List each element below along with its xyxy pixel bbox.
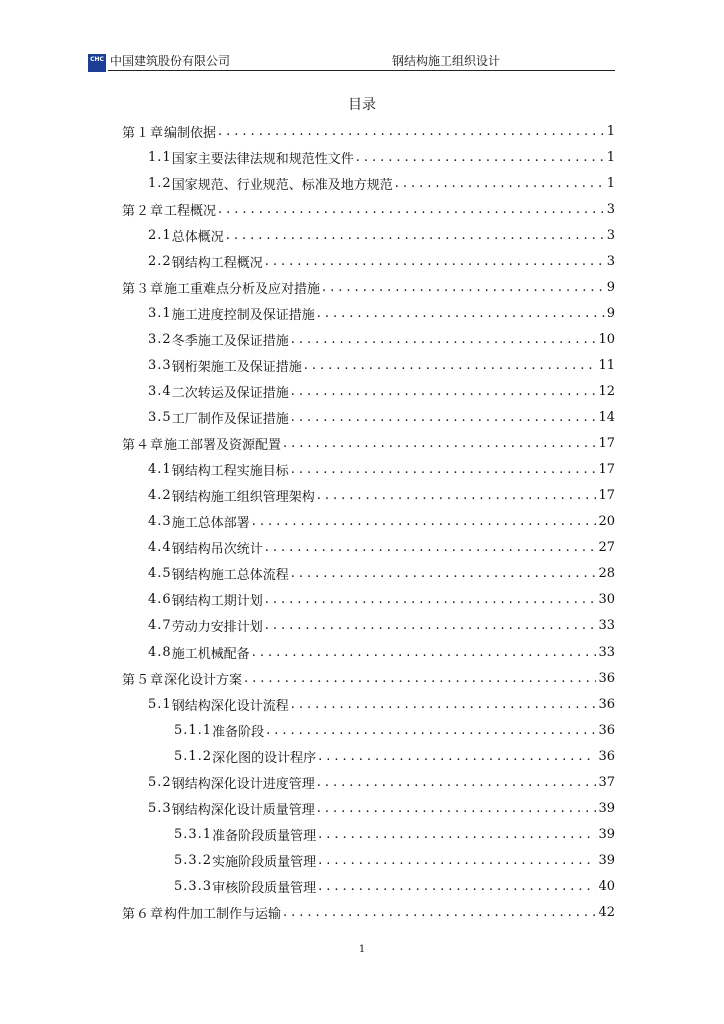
toc-entry-label: 钢桁架施工及保证措施	[171, 359, 302, 375]
toc-entry[interactable]	[122, 665, 615, 691]
toc-entry[interactable]	[148, 248, 615, 274]
toc-entry-label: 施工重难点分析及应对措施	[164, 281, 321, 297]
toc-entry-number: 第３章	[122, 281, 165, 297]
toc-leader-dots	[317, 775, 597, 790]
toc-entry-label: 钢结构深化设计流程	[171, 698, 289, 714]
toc-entry-label: 施工部署及资源配置	[164, 438, 282, 454]
toc-leader-dots	[226, 228, 605, 243]
toc-entry-label: 钢结构工期计划	[171, 594, 263, 610]
toc-entry-label: 工厂制作及保证措施	[171, 412, 289, 428]
toc-entry-number: 5.1.2	[174, 748, 213, 764]
toc-entry[interactable]	[122, 118, 615, 144]
toc-entry-label: 审核阶段质量管理	[212, 880, 317, 896]
toc-entry-page: 27	[598, 540, 615, 556]
toc-entry-label: 编制依据	[164, 125, 217, 141]
toc-entry-label: 构件加工制作与运输	[164, 907, 282, 922]
toc-entry-label: 国家主要法律法规和规范性文件	[171, 151, 354, 167]
toc-leader-dots	[291, 697, 597, 712]
toc-entry[interactable]	[148, 509, 615, 535]
page-number: 1	[358, 944, 366, 955]
toc-entry-number: 第１章	[122, 125, 165, 141]
toc-entry[interactable]	[148, 352, 615, 378]
toc-entry-page: 36	[598, 670, 615, 686]
toc-entry[interactable]	[148, 326, 615, 352]
toc-entry-number: 3.5	[148, 410, 172, 426]
toc-entry-number: 第５章	[122, 672, 165, 688]
toc-entry-label: 深化设计方案	[164, 672, 243, 688]
toc-leader-dots	[252, 514, 597, 529]
toc-entry[interactable]	[174, 847, 615, 873]
toc-entry[interactable]	[122, 196, 615, 222]
toc-entry-label: 总体概况	[171, 229, 224, 245]
toc-leader-dots	[318, 879, 596, 894]
toc-entry[interactable]	[148, 769, 615, 795]
toc-entry-number: 4.6	[148, 592, 172, 608]
toc-entry-number: 4.5	[148, 566, 172, 582]
toc-entry[interactable]	[148, 483, 615, 509]
toc-entry-page: 10	[598, 331, 615, 347]
toc-entry-page: 9	[606, 279, 615, 295]
toc-entry-label: 施工进度控制及保证措施	[171, 307, 315, 323]
toc-entry[interactable]	[148, 300, 615, 326]
toc-entry-label: 深化图的设计程序	[212, 750, 317, 766]
toc-entry-label: 钢结构深化设计进度管理	[171, 776, 315, 792]
toc-leader-dots	[318, 827, 596, 842]
toc-entry[interactable]	[148, 691, 615, 717]
toc-entry-number: 1.2	[148, 175, 172, 191]
toc-entry-number: 5.1	[148, 696, 172, 712]
toc-leader-dots	[218, 202, 605, 217]
toc-entry-page: 36	[598, 748, 615, 764]
toc-leader-dots	[266, 723, 596, 738]
toc-entry-page: 28	[598, 566, 615, 582]
toc-entry[interactable]	[148, 144, 615, 170]
toc-leader-dots	[283, 436, 596, 451]
toc-entry-label: 劳动力安排计划	[171, 620, 263, 636]
toc-entry-number: 3.2	[148, 331, 172, 347]
toc-entry[interactable]	[148, 587, 615, 613]
toc-leader-dots	[265, 618, 597, 633]
toc-leader-dots	[318, 749, 596, 764]
toc-leader-dots	[317, 306, 605, 321]
toc-entry[interactable]	[148, 405, 615, 431]
toc-entry-number: 4.2	[148, 488, 172, 504]
toc-entry-number: 第２章	[122, 203, 165, 219]
toc-leader-dots	[291, 566, 597, 581]
toc-entry-page: 14	[598, 410, 615, 426]
toc-entry[interactable]	[148, 639, 615, 665]
toc-entry-number: 4.4	[148, 540, 172, 556]
toc-entry[interactable]	[174, 821, 615, 847]
toc-leader-dots	[265, 254, 605, 269]
toc-entry[interactable]	[148, 613, 615, 639]
toc-entry-page: 36	[598, 696, 615, 712]
toc-entry-number: 5.1.1	[174, 722, 213, 738]
toc-entry[interactable]	[148, 795, 615, 821]
toc-leader-dots	[252, 645, 597, 660]
toc-entry-number: 3.3	[148, 357, 172, 373]
toc-entry[interactable]	[148, 222, 615, 248]
toc-entry-label: 准备阶段	[212, 724, 265, 740]
toc-entry[interactable]	[174, 743, 615, 769]
toc-leader-dots	[304, 358, 597, 373]
toc-entry-label: 施工总体部署	[171, 516, 250, 532]
toc-leader-dots	[318, 853, 596, 868]
toc-entry-page: 39	[598, 800, 615, 816]
toc-entry-page: 20	[598, 514, 615, 530]
toc-entry[interactable]	[122, 274, 615, 300]
toc-entry-number: 4.1	[148, 462, 172, 478]
toc-leader-dots	[356, 150, 605, 165]
toc-leader-dots	[291, 332, 597, 347]
toc-entry-page: 9	[606, 305, 615, 321]
toc-entry-page: 39	[598, 852, 615, 868]
toc-entry-number: 5.3.1	[174, 826, 213, 842]
toc-entry-label: 实施阶段质量管理	[212, 854, 317, 870]
toc-heading: 目录	[348, 97, 376, 113]
toc-entry-label: 钢结构深化设计质量管理	[171, 802, 315, 818]
toc-leader-dots	[244, 671, 596, 686]
toc-entry[interactable]	[148, 170, 615, 196]
header-divider	[108, 70, 615, 71]
toc-entry-label: 施工机械配备	[171, 646, 250, 662]
toc-leader-dots	[317, 801, 597, 816]
toc-leader-dots	[265, 540, 597, 555]
toc-entry-page: 1	[606, 149, 615, 165]
toc-leader-dots	[291, 410, 597, 425]
toc-entry-page: 17	[598, 462, 615, 478]
toc-entry-number: 第６章	[122, 907, 165, 922]
toc-entry-number: 4.3	[148, 514, 172, 530]
toc-entry-number: 1.1	[148, 149, 172, 165]
toc-entry[interactable]	[174, 873, 615, 899]
toc-entry-page: 11	[598, 357, 615, 373]
toc-entry-number: 4.8	[148, 644, 172, 660]
toc-entry-number: 5.3	[148, 800, 172, 816]
toc-entry[interactable]	[148, 379, 615, 405]
toc-entry-page: 37	[598, 774, 615, 790]
toc-entry-label: 工程概况	[164, 203, 217, 219]
toc-entry-number: 5.2	[148, 774, 172, 790]
toc-entry-number: 3.1	[148, 305, 172, 321]
toc-entry-page: 3	[606, 227, 615, 243]
toc-entry-page: 33	[598, 618, 615, 634]
toc-leader-dots	[291, 384, 597, 399]
document-title: 钢结构施工组织设计	[392, 54, 501, 68]
toc-entry-label: 准备阶段质量管理	[212, 828, 317, 844]
toc-entry-page: 33	[598, 644, 615, 660]
toc-entry-page: 3	[606, 253, 615, 269]
toc-entry-label: 二次转运及保证措施	[171, 386, 289, 401]
toc-leader-dots	[395, 176, 605, 191]
toc-entry-label: 钢结构工程概况	[171, 255, 263, 271]
toc-entry-number: 第４章	[122, 438, 165, 454]
toc-entry-page: 17	[598, 436, 615, 452]
toc-entry-number: 2.1	[148, 227, 172, 243]
toc-entry[interactable]	[122, 431, 615, 457]
toc-entry[interactable]	[148, 535, 615, 561]
toc-entry[interactable]	[148, 457, 615, 483]
company-name: 中国建筑股份有限公司	[110, 54, 231, 68]
toc-entry-page: 1	[606, 175, 615, 191]
toc-entry-label: 钢结构施工组织管理架构	[171, 490, 315, 506]
toc-entry-page: 40	[598, 878, 615, 894]
toc-entry-page: 39	[598, 826, 615, 842]
toc-entry-page: 30	[598, 592, 615, 608]
toc-entry-page: 1	[606, 123, 615, 139]
toc-entry-page: 36	[598, 722, 615, 738]
toc-entry[interactable]	[122, 900, 615, 926]
toc-entry-label: 钢结构施工总体流程	[171, 568, 289, 584]
toc-entry-number: 5.3.2	[174, 852, 213, 868]
toc-entry-page: 42	[598, 905, 615, 920]
toc-entry[interactable]	[148, 561, 615, 587]
toc-leader-dots	[322, 280, 605, 295]
toc-entry-page: 17	[598, 488, 615, 504]
toc-entry-page: 12	[598, 384, 615, 399]
toc-entry-label: 冬季施工及保证措施	[171, 333, 289, 349]
toc-leader-dots	[218, 124, 605, 139]
toc-entry-number: 4.7	[148, 618, 172, 634]
company-logo: CHC	[88, 54, 106, 72]
toc-entry-number: 2.2	[148, 253, 172, 269]
toc-entry[interactable]	[174, 717, 615, 743]
toc-leader-dots	[317, 488, 597, 503]
toc-entry-label: 钢结构吊次统计	[171, 542, 263, 558]
toc-entry-number: 5.3.3	[174, 878, 213, 894]
page-header	[88, 50, 615, 74]
toc-leader-dots	[265, 592, 597, 607]
toc-leader-dots	[291, 462, 597, 477]
toc-leader-dots	[283, 905, 596, 920]
toc-entry-number: 3.4	[148, 384, 172, 399]
toc-entry-label: 钢结构工程实施目标	[171, 464, 289, 480]
toc-entry-label: 国家规范、行业规范、标准及地方规范	[171, 177, 393, 193]
toc-entry-page: 3	[606, 201, 615, 217]
